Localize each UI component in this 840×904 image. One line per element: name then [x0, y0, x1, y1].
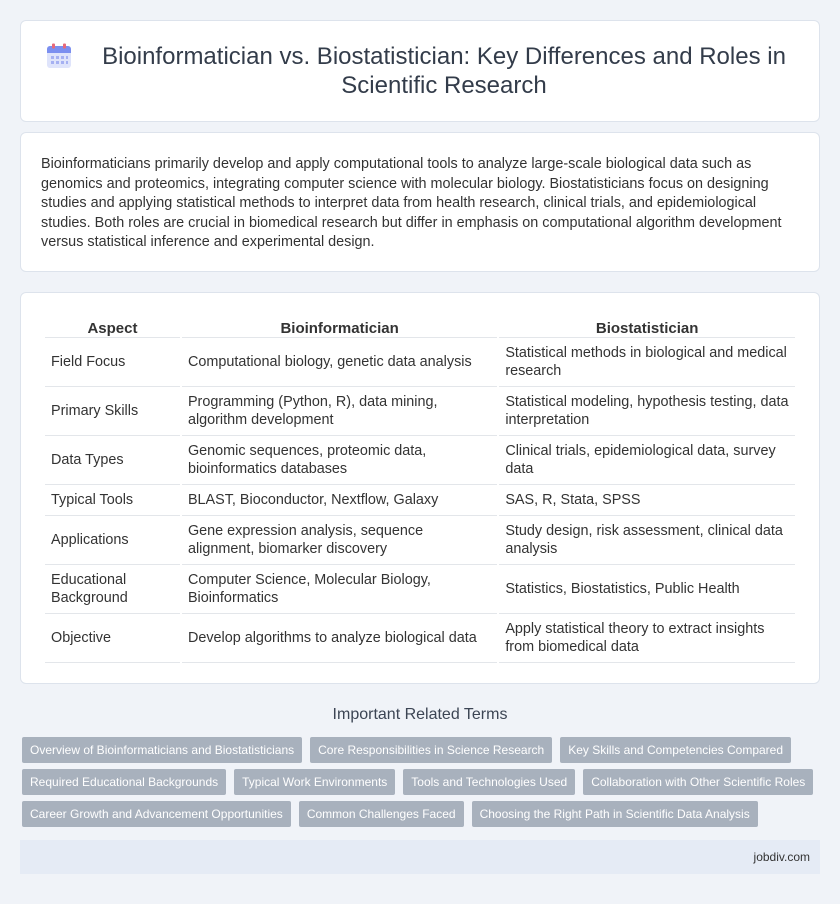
related-terms-list — [22, 737, 822, 827]
related-term-tag[interactable]: Core Responsibilities in Science Research — [310, 737, 552, 763]
row-bioinformatician: Gene expression analysis, sequence alignment, biomarker discovery — [182, 516, 497, 565]
related-term-tag[interactable]: Common Challenges Faced — [299, 801, 464, 827]
footer-site-link[interactable]: jobdiv.com — [753, 850, 810, 864]
row-aspect: Field Focus — [45, 338, 180, 387]
row-aspect: Data Types — [45, 436, 180, 485]
row-biostatistician: Statistical modeling, hypothesis testing, data interpretation — [499, 387, 795, 436]
intro-card — [20, 132, 820, 272]
table-row — [45, 485, 795, 516]
row-aspect: Objective — [45, 614, 180, 663]
row-bioinformatician: BLAST, Bioconductor, Nextflow, Galaxy — [182, 485, 497, 516]
row-bioinformatician: Computer Science, Molecular Biology, Bioinformatics — [182, 565, 497, 614]
row-bioinformatician: Genomic sequences, proteomic data, bioinformatics databases — [182, 436, 497, 485]
comparison-table — [43, 311, 797, 663]
row-biostatistician: Statistical methods in biological and medical research — [499, 338, 795, 387]
row-biostatistician: Clinical trials, epidemiological data, survey data — [499, 436, 795, 485]
header-bioinformatician: Bioinformatician — [182, 311, 497, 338]
related-term-tag[interactable]: Overview of Bioinformaticians and Biostatisticians — [22, 737, 302, 763]
table-row — [45, 614, 795, 663]
related-term-tag[interactable]: Key Skills and Competencies Compared — [560, 737, 791, 763]
row-aspect: Applications — [45, 516, 180, 565]
row-biostatistician: SAS, R, Stata, SPSS — [499, 485, 795, 516]
related-terms-title: Important Related Terms — [332, 706, 508, 723]
intro-paragraph: Bioinformaticians primarily develop and apply computational tools to analyze large-scale biological data such as genomics and proteomics, integrating computer science with molecular biology. Biostatisticians focus on designing studies and applying statistical methods to interpret data from health research, clinical trials, and epidemiological studies. Both roles are crucial in biomedical research but differ in emphasis on computational algorithm development versus statistical inference and experimental design. — [41, 156, 782, 250]
related-term-tag[interactable]: Tools and Technologies Used — [403, 769, 575, 795]
table-row — [45, 436, 795, 485]
row-biostatistician: Statistics, Biostatistics, Public Health — [499, 565, 795, 614]
header-biostatistician: Biostatistician — [499, 311, 795, 338]
related-term-tag[interactable]: Choosing the Right Path in Scientific Data Analysis — [472, 801, 758, 827]
footer — [20, 840, 820, 874]
table-row — [45, 565, 795, 614]
row-aspect: Educational Background — [45, 565, 180, 614]
calendar-icon — [46, 43, 72, 69]
table-header-row — [45, 311, 795, 338]
related-term-tag[interactable]: Collaboration with Other Scientific Roles — [583, 769, 813, 795]
row-aspect: Typical Tools — [45, 485, 180, 516]
row-bioinformatician: Programming (Python, R), data mining, algorithm development — [182, 387, 497, 436]
related-term-tag[interactable]: Required Educational Backgrounds — [22, 769, 226, 795]
table-row — [45, 338, 795, 387]
table-row — [45, 387, 795, 436]
header-card — [20, 20, 820, 122]
comparison-card — [20, 292, 820, 684]
row-biostatistician: Study design, risk assessment, clinical data analysis — [499, 516, 795, 565]
page-title: Bioinformatician vs. Biostatistician: Key Differences and Roles in Scientific Research — [102, 43, 786, 99]
related-term-tag[interactable]: Career Growth and Advancement Opportunities — [22, 801, 291, 827]
header-aspect: Aspect — [45, 311, 180, 338]
table-row — [45, 516, 795, 565]
row-biostatistician: Apply statistical theory to extract insights from biomedical data — [499, 614, 795, 663]
row-bioinformatician: Computational biology, genetic data analysis — [182, 338, 497, 387]
row-aspect: Primary Skills — [45, 387, 180, 436]
row-bioinformatician: Develop algorithms to analyze biological data — [182, 614, 497, 663]
related-term-tag[interactable]: Typical Work Environments — [234, 769, 395, 795]
